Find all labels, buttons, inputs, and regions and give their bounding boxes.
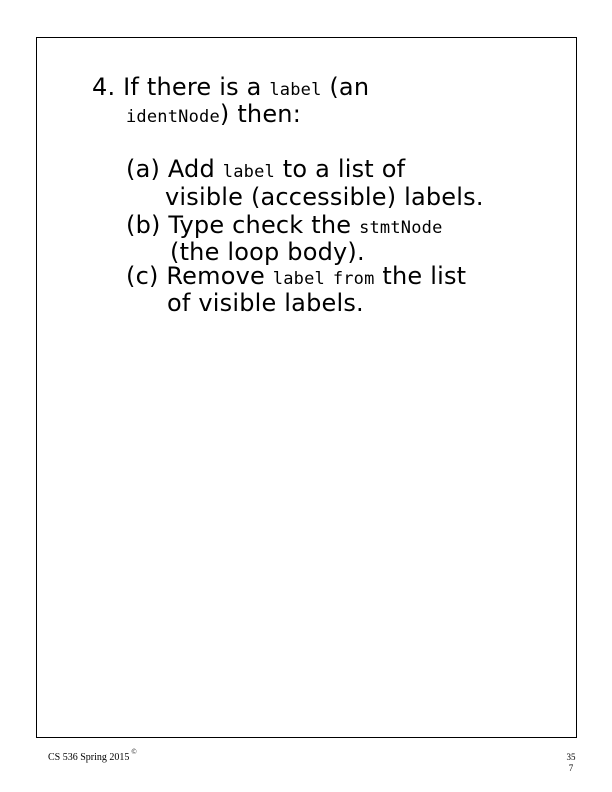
code-run: identNode (126, 107, 220, 127)
text-run: (a) Add (126, 155, 223, 183)
code-run: label (269, 80, 322, 100)
page-number-line-1: 35 (566, 752, 576, 762)
slide-frame (36, 37, 577, 738)
code-run: label (222, 162, 275, 182)
text-run: to a list of (274, 155, 406, 183)
slide-line-4 (165, 184, 484, 211)
slide-line-2 (126, 101, 301, 131)
code-run: from (332, 269, 375, 289)
text-run: (an (321, 73, 370, 101)
text-run: ) then: (219, 100, 301, 128)
text-run: (the loop body). (170, 238, 365, 266)
slide-line-3 (126, 156, 405, 186)
code-run: label (272, 269, 325, 289)
copyright-mark: © (131, 748, 137, 756)
text-run: (c) Remove (126, 262, 273, 290)
text-run: (b) Type check the (126, 211, 360, 239)
text-run: visible (accessible) labels. (165, 183, 484, 211)
text-run: the list (374, 262, 467, 290)
course-label: CS 536 Spring 2015 (48, 752, 130, 763)
text-run: of visible labels. (167, 289, 364, 317)
text-run (325, 262, 333, 290)
slide-line-8 (167, 290, 364, 317)
page-number (561, 752, 581, 774)
text-run: 4. If there is a (92, 73, 270, 101)
footer-course (48, 748, 137, 763)
code-run: stmtNode (359, 218, 443, 238)
page-number-line-2: 7 (568, 763, 574, 773)
